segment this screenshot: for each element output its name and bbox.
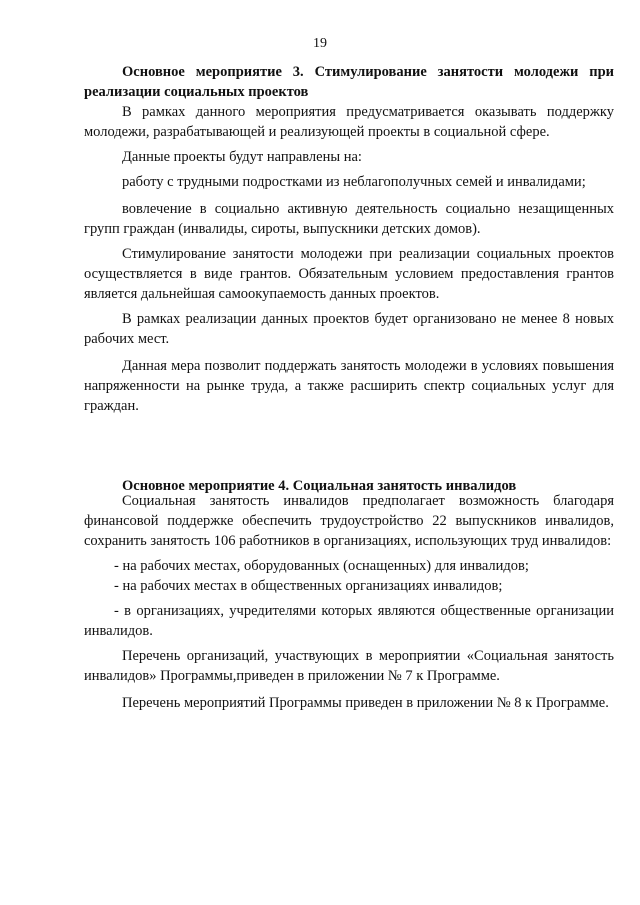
list-item: - в организациях, учредителями которых являются общественные организации инвалидов. [84, 603, 614, 639]
paragraph: Данные проекты будут направлены на: [122, 149, 362, 165]
paragraph: Социальная занятость инвалидов предполагает возможность благодаря финансовой поддержке обеспечить трудоустройство 22 выпускников инвалидов, сохранить занятость 106 работников в организациях, использующих труд инвалидов: [84, 493, 614, 549]
paragraph: вовлечение в социально активную деятельность социально незащищенных групп граждан (инвалиды, сироты, выпускники детских домов). [84, 201, 614, 237]
list-item: - на рабочих местах, оборудованных (оснащенных) для инвалидов; [114, 558, 529, 574]
paragraph: Данная мера позволит поддержать занятость молодежи в условиях повышения напряженности на рынке труда, а также расширить спектр социальных услуг для граждан. [84, 358, 614, 414]
section-4-body [84, 491, 614, 713]
page-number: 19 [313, 36, 327, 51]
paragraph: В рамках данного мероприятия предусматривается оказывать поддержку молодежи, разрабатывающей и реализующей проекты в социальной сфере. [84, 104, 614, 140]
paragraph: Перечень организаций, участвующих в мероприятии «Социальная занятость инвалидов» Программы,приведен в приложении № 7 к Программе. [84, 648, 614, 684]
paragraph: Перечень мероприятий Программы приведен в приложении № 8 к Программе. [122, 695, 609, 711]
paragraph: В рамках реализации данных проектов будет организовано не менее 8 новых рабочих мест. [84, 311, 614, 347]
section-3-heading: Основное мероприятие 3. Стимулирование занятости молодежи при реализации социальных проектов [84, 64, 614, 100]
section-3-body [84, 102, 614, 416]
section-4-heading: Основное мероприятие 4. Социальная занятость инвалидов [122, 478, 517, 494]
list-item: - на рабочих местах в общественных организациях инвалидов; [114, 578, 503, 594]
paragraph: работу с трудными подростками из неблагополучных семей и инвалидами; [122, 174, 586, 190]
paragraph: Стимулирование занятости молодежи при реализации социальных проектов осуществляется в виде грантов. Обязательным условием предоставления грантов является дальнейшая самоокупаемость данных проектов. [84, 246, 614, 302]
